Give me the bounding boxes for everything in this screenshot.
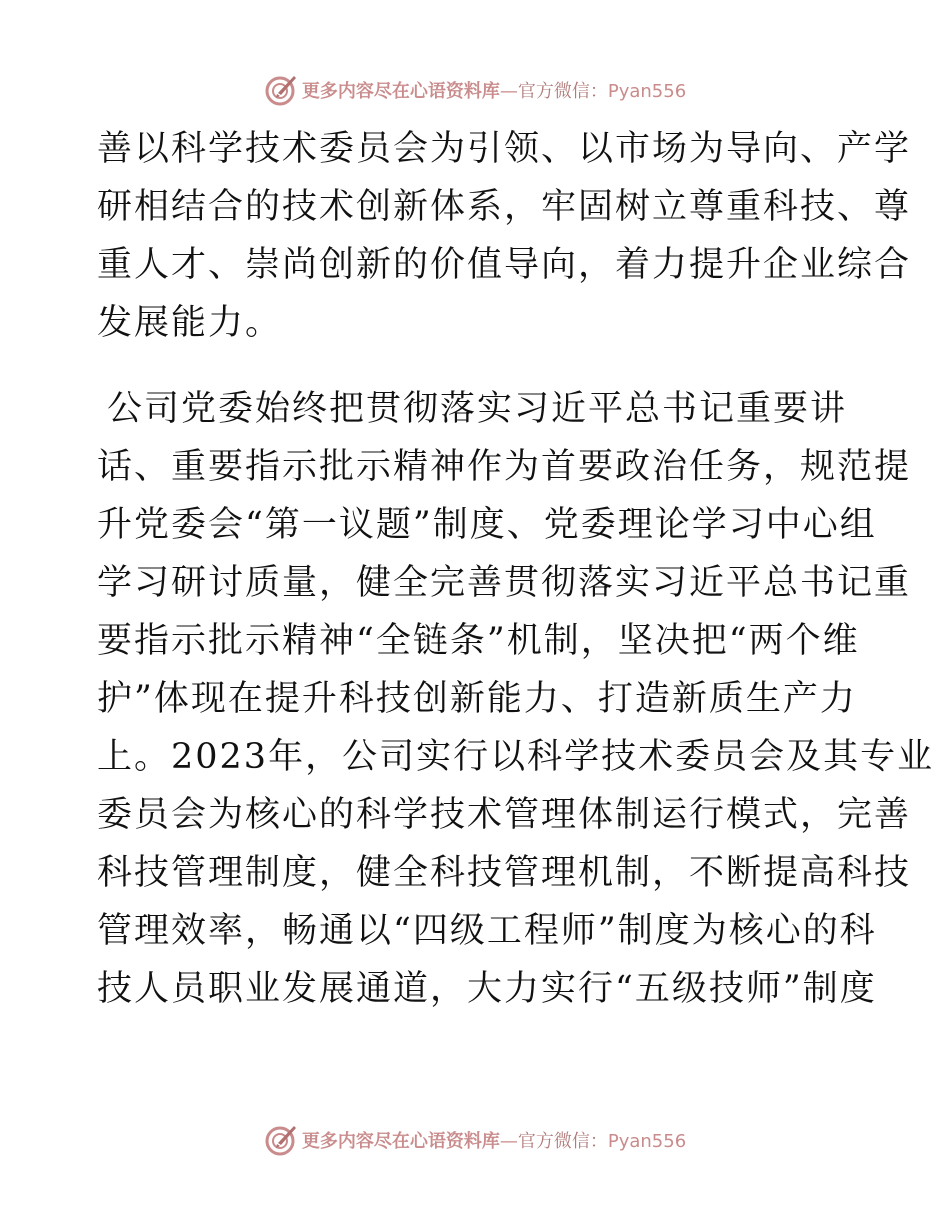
banner-main-text: 更多内容尽在心语资料库 bbox=[301, 81, 500, 102]
text-line: 学习研讨质量，健全完善贯彻落实习近平总书记重 bbox=[97, 563, 912, 603]
text-line: 科技管理制度，健全科技管理机制，不断提高科技 bbox=[97, 853, 912, 893]
banner-main-text: 更多内容尽在心语资料库 bbox=[301, 1131, 500, 1152]
banner-dash: — bbox=[499, 81, 518, 102]
text-line: 公司党委始终把贯彻落实习近平总书记重要讲 bbox=[107, 389, 848, 429]
banner-text bbox=[302, 1127, 686, 1153]
text-line: 管理效率，畅通以“四级工程师”制度为核心的科 bbox=[97, 911, 877, 951]
paragraph-2 bbox=[97, 380, 935, 1018]
quill-seal-icon bbox=[264, 1123, 298, 1157]
banner-wechat-id: Pyan556 bbox=[607, 81, 687, 102]
banner-wechat-label: 官方微信： bbox=[517, 81, 608, 102]
paragraph-1 bbox=[97, 120, 912, 352]
text-line: 要指示批示精神“全链条”机制，坚决把“两个维 bbox=[97, 621, 860, 661]
banner-dash: — bbox=[499, 1131, 518, 1152]
banner-wechat-id: Pyan556 bbox=[607, 1131, 687, 1152]
text-line: 委员会为核心的科学技术管理体制运行模式，完善 bbox=[97, 795, 912, 835]
document-body bbox=[97, 120, 935, 1018]
text-line: 升党委会“第一议题”制度、党委理论学习中心组 bbox=[97, 505, 877, 545]
quill-seal-icon bbox=[264, 73, 298, 107]
text-line: 护”体现在提升科技创新能力、打造新质生产力 bbox=[97, 679, 857, 719]
text-line: 上。2023年，公司实行以科学技术委员会及其专业 bbox=[97, 737, 935, 777]
text-line: 善以科学技术委员会为引领、以市场为导向、产学 bbox=[97, 129, 912, 169]
banner-text bbox=[302, 77, 686, 103]
footer-banner bbox=[0, 1120, 950, 1160]
text-line: 研相结合的技术创新体系，牢固树立尊重科技、尊 bbox=[97, 187, 912, 227]
text-line: 技人员职业发展通道，大力实行“五级技师”制度 bbox=[97, 969, 877, 1009]
banner-wechat-label: 官方微信： bbox=[517, 1131, 608, 1152]
text-line: 重人才、崇尚创新的价值导向，着力提升企业综合 bbox=[97, 245, 912, 285]
text-line: 发展能力。 bbox=[97, 303, 283, 343]
text-line: 话、重要指示批示精神作为首要政治任务，规范提 bbox=[97, 447, 912, 487]
header-banner bbox=[0, 70, 950, 110]
